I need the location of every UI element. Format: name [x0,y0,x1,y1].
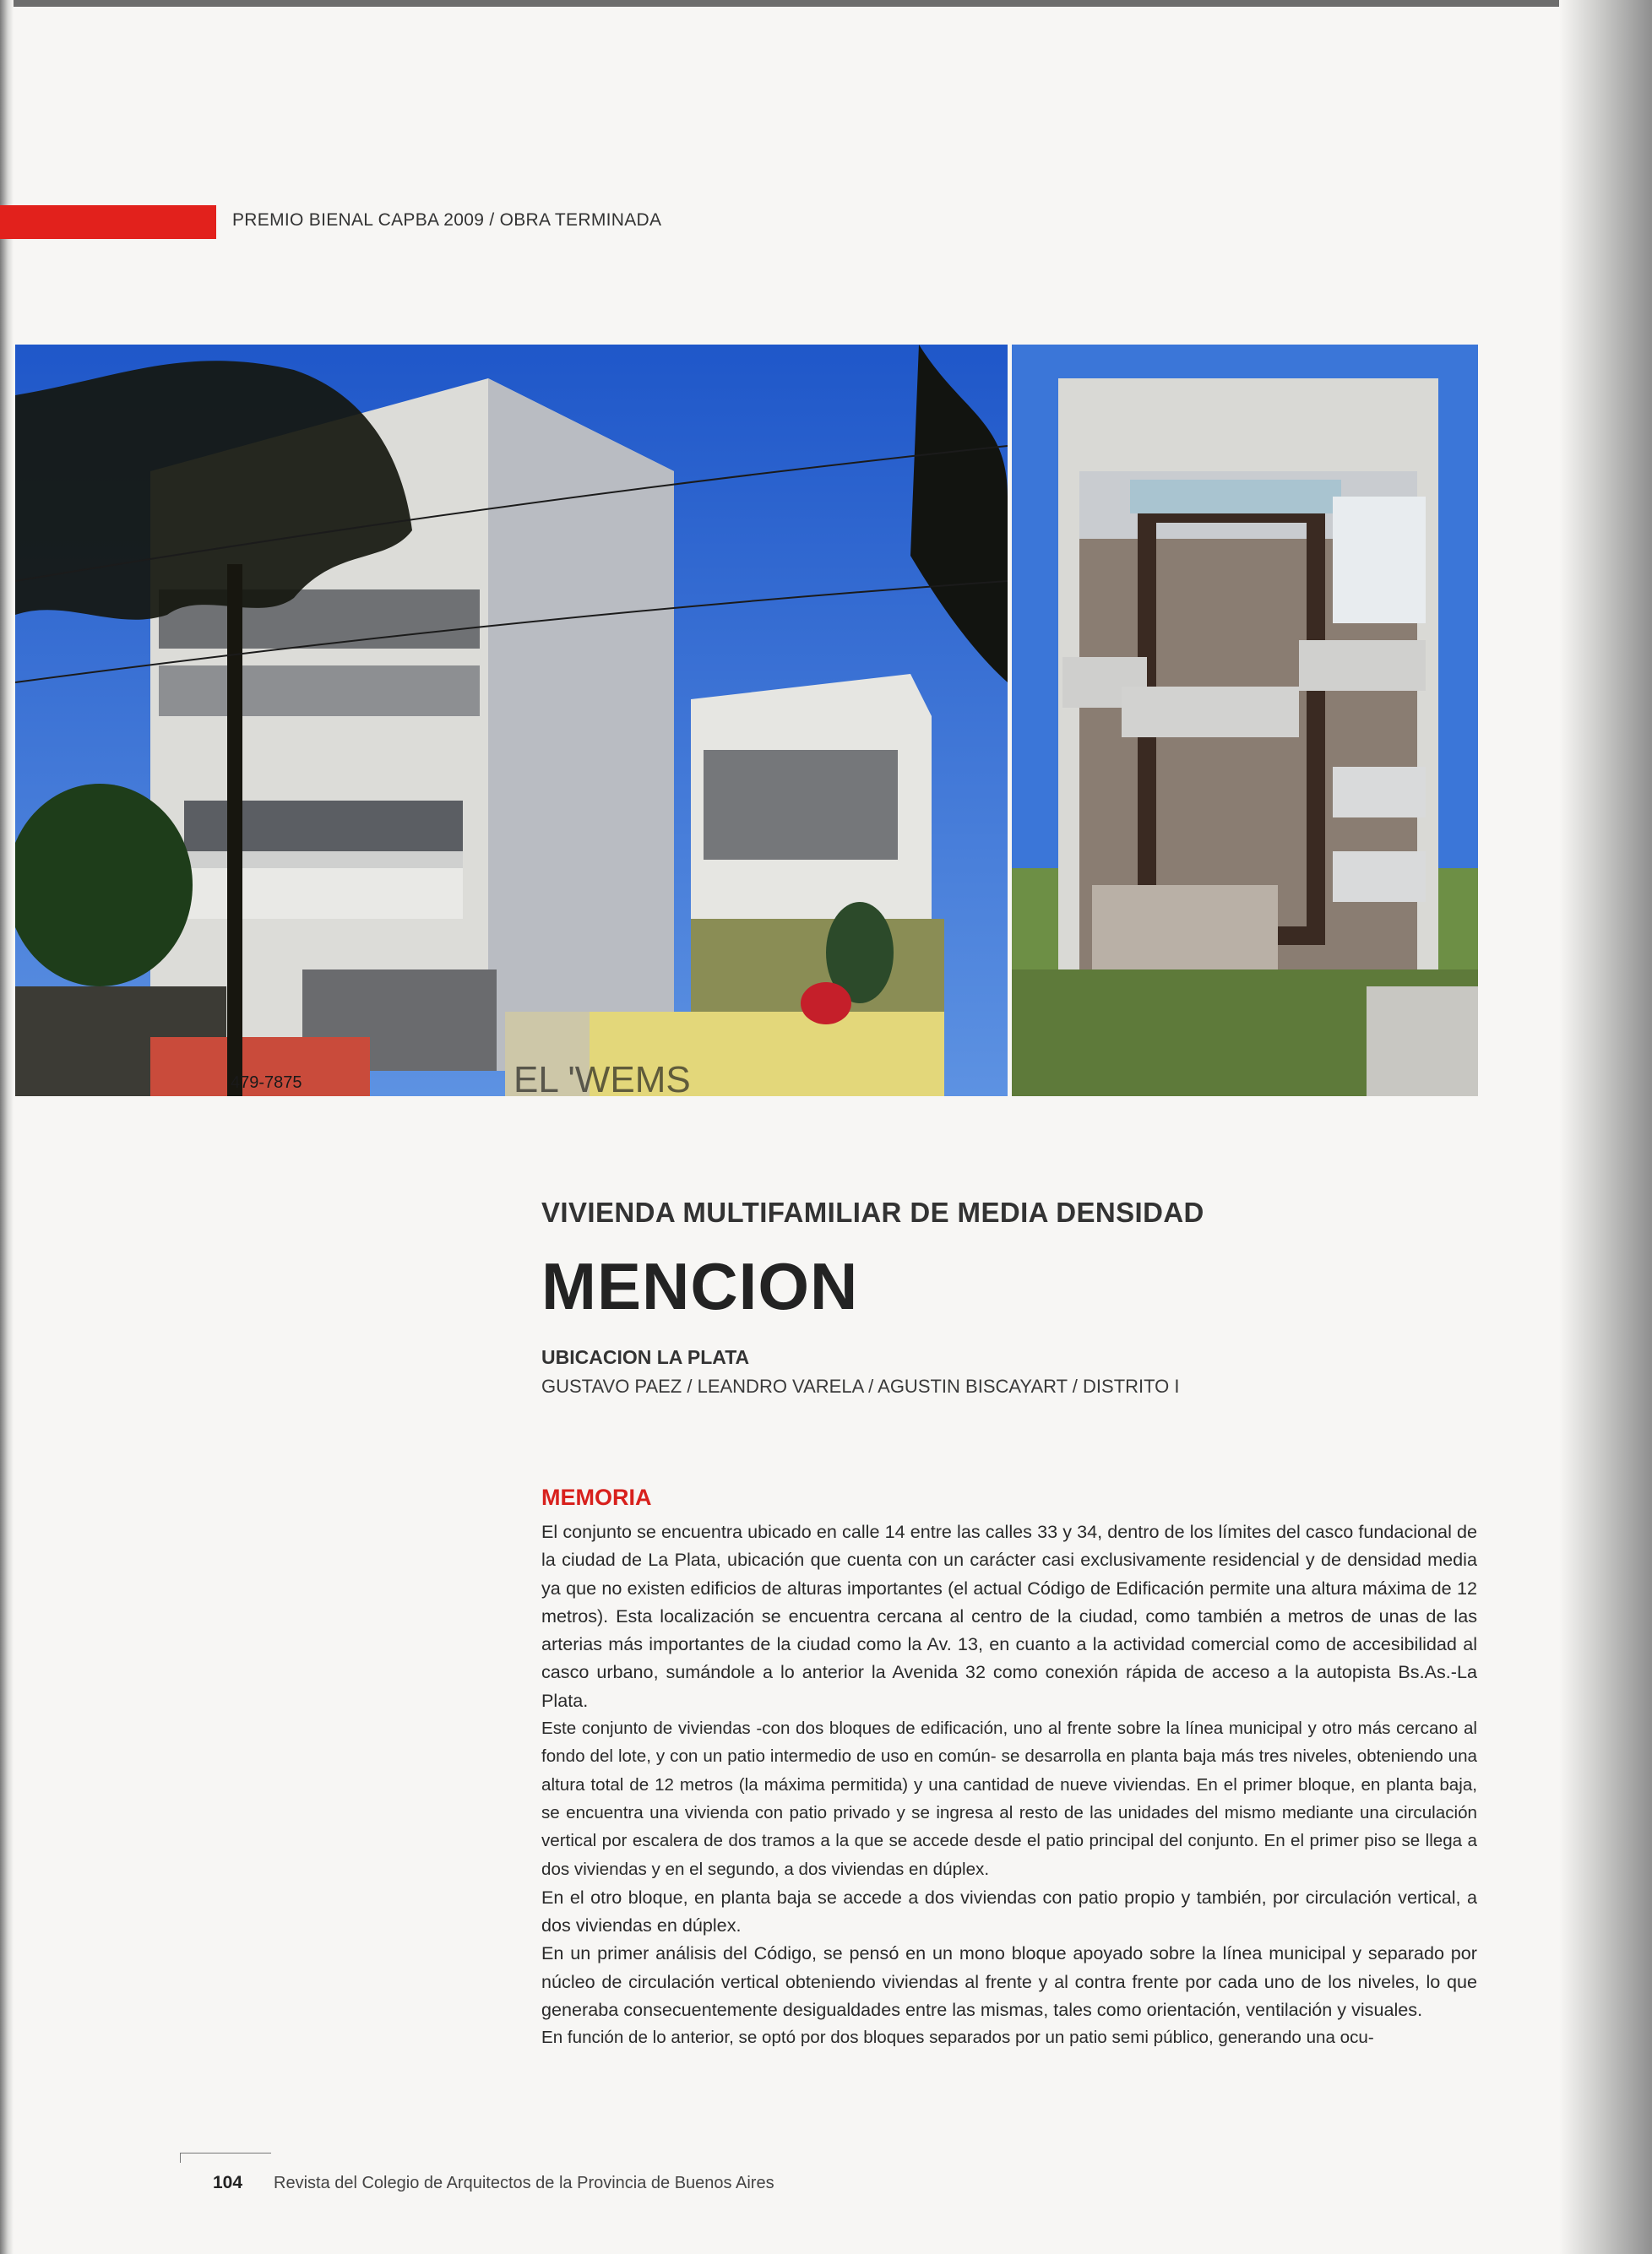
building-street-photo-image [15,345,1008,1096]
page-curl-shadow [1559,0,1652,2254]
body-paragraph: En función de lo anterior, se optó por dos bloques separados por un patio semi público, generando una ocu- [541,2028,1374,2048]
graffiti-text: EL 'WEMS [514,1059,691,1096]
body-paragraph: En el otro bloque, en planta baja se accede a dos viviendas con patio propio y también, por circulación vertical, a dos viviendas en dúplex. [541,1886,1477,1936]
project-subtitle: VIVIENDA MULTIFAMILIAR DE MEDIA DENSIDAD [541,1197,1204,1228]
binding-shadow [0,0,14,2254]
project-location: UBICACION LA PLATA [541,1346,750,1368]
award-title: MENCION [541,1249,859,1323]
building-facade-photo [1012,345,1478,1096]
section-accent-bar [0,205,216,239]
body-paragraph: El conjunto se encuentra ubicado en calle 14 entre las calles 33 y 34, dentro de los límites del casco fundacional de la ciudad de La Plata, ubicación que cuenta con un carácter casi exclusivamente residencial y de densidad media ya que no existen edificios de alturas importantes (el actual Código de Edificación permite una altura máxima de 12 metros). Esta localización se encuentra cercana al centro de la ciudad, como también a metros de unas de las arterias más importantes de la ciudad como la Av. 13, en cuanto a la actividad comercial como de accesibilidad al casco urbano, sumándole a lo anterior la Avenida 32 como conexión rápida de acceso a la autopista Bs.As.-La Plata. [541,1521,1477,1711]
top-edge-rule [0,0,1652,7]
publication-name: Revista del Colegio de Arquitectos de la Provincia de Buenos Aires [274,2174,774,2192]
body-paragraph: En un primer análisis del Código, se pensó en un mono bloque apoyado sobre la línea municipal y separado por núcleo de circulación vertical obteniendo viviendas al frente y al contra frente por cada uno de los niveles, lo que generaba consecuentemente desigualdades entre las mismas, tales como orientación, ventilación y visuales. [541,1942,1477,2021]
body-paragraph: Este conjunto de viviendas -con dos bloques de edificación, uno al frente sobre la línea municipal y otro más cercano al fondo del lote, y con un patio intermedio de uso en común- se desarrolla en planta baja más tres niveles, obteniendo una altura total de 12 metros (la máxima permitida) y una cantidad de nueve viviendas. En el primer bloque, en planta baja, se encuentra una vivienda con patio privado y se ingresa al resto de las unidades del mismo mediante una circulación vertical por escalera de dos tramos a la que se accede desde el patio principal del conjunto. En el primer piso se llega a dos viviendas y en el segundo, a dos viviendas en dúplex. [541,1719,1477,1879]
building-facade-photo-image [1012,345,1478,1096]
project-authors: GUSTAVO PAEZ / LEANDRO VARELA / AGUSTIN BISCAYART / DISTRITO I [541,1376,1180,1397]
building-street-photo [15,345,1008,1096]
footer-rule-tick [180,2153,181,2163]
article-body [541,1518,1477,2052]
page-number: 104 [213,2173,243,2192]
section-label: PREMIO BIENAL CAPBA 2009 / OBRA TERMINADA [232,210,662,230]
footer-rule [180,2153,271,2154]
memoria-heading: MEMORIA [541,1485,652,1510]
phone-number-sign: 479-7875 [231,1073,302,1092]
